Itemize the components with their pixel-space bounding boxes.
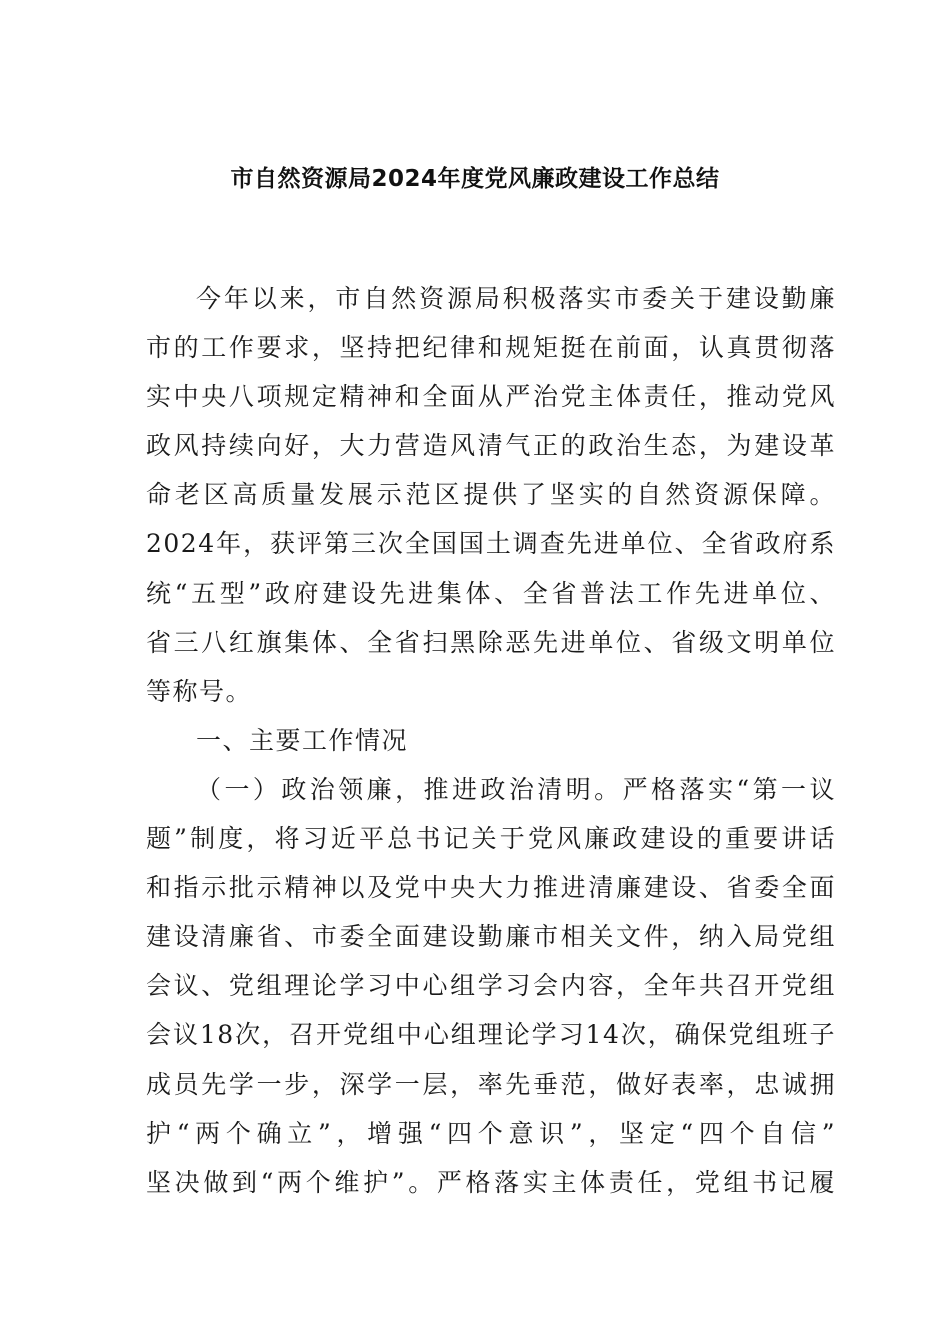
text-line: 题”制度，将习近平总书记关于党风廉政建设的重要讲话 (146, 824, 836, 854)
text-line: 省三八红旗集体、全省扫黑除恶先进单位、省级文明单位 (146, 627, 836, 657)
text-line: （一）政治领廉，推进政治清明。严格落实“第一议 (196, 774, 836, 804)
text-line: 会议、党组理论学习中心组学习会内容，全年共召开党组 (146, 971, 836, 1001)
text-line: 2024年，获评第三次全国国土调查先进单位、全省政府系 (146, 529, 836, 559)
text-line: 市的工作要求，坚持把纪律和规矩挺在前面，认真贯彻落 (146, 333, 836, 363)
document-title: 市自然资源局2024年度党风廉政建设工作总结 (230, 166, 720, 192)
text-line: 等称号。 (146, 676, 253, 706)
document-body (146, 274, 836, 1207)
text-line: 会议18次，召开党组中心组理论学习14次，确保党组班子 (146, 1020, 836, 1050)
text-line: 护“两个确立”，增强“四个意识”，坚定“四个自信” (146, 1118, 836, 1148)
text-line: 统“五型”政府建设先进集体、全省普法工作先进单位、 (146, 578, 836, 608)
text-line: 今年以来，市自然资源局积极落实市委关于建设勤廉 (196, 284, 836, 313)
text-line: 命老区高质量发展示范区提供了坚实的自然资源保障。 (146, 480, 836, 510)
text-line: 成员先学一步，深学一层，率先垂范，做好表率，忠诚拥 (146, 1069, 836, 1099)
text-line: 建设清廉省、市委全面建设勤廉市相关文件，纳入局党组 (146, 922, 836, 952)
text-line: 坚决做到“两个维护”。严格落实主体责任，党组书记履 (146, 1167, 836, 1197)
text-line: 和指示批示精神以及党中央大力推进清廉建设、省委全面 (146, 873, 836, 903)
text-line: 实中央八项规定精神和全面从严治党主体责任，推动党风 (146, 382, 836, 412)
text-line: 一、主要工作情况 (196, 725, 409, 755)
text-line: 政风持续向好，大力营造风清气正的政治生态，为建设革 (146, 431, 836, 461)
